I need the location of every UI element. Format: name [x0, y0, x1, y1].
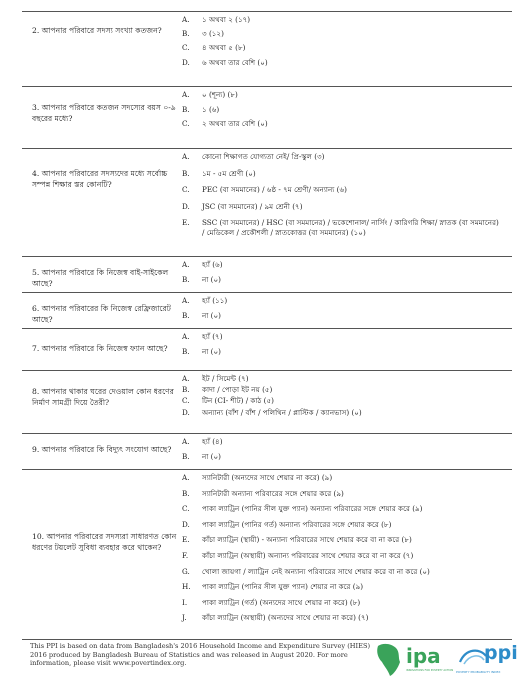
option-text: JSC (বা সমমানের) / ৯ম শ্রেনী (৭) — [202, 201, 303, 211]
option-letter: B. — [182, 310, 190, 320]
question-row — [22, 11, 512, 87]
option-letter: H. — [182, 582, 191, 592]
option-text: ৬ অথবা তার বেশি (০) — [202, 57, 268, 67]
option-letter: D. — [182, 407, 190, 417]
option-text: ৪ অথবা ৫ (৮) — [202, 43, 246, 53]
option-letter: E. — [182, 218, 190, 228]
option-letter: D. — [182, 519, 190, 529]
question-row — [22, 292, 512, 329]
option-letter: B. — [182, 168, 190, 178]
question-row — [22, 256, 512, 293]
option-text: স্যানিটারী অন্যান্য পরিবারের সঙ্গে শেয়ার করে (৯) — [202, 488, 344, 498]
option-letter: E. — [182, 535, 190, 545]
option-text: খোলা জায়গা / ল্যাট্রিন নেই অন্যান্য পরিবারের সাথে শেয়ার করে বা না করে (০) — [202, 566, 430, 576]
option-text: কোনো শিক্ষাগত যোগ্যতা নেই/ প্রি-স্কুল (৩) — [202, 152, 325, 161]
question-row — [22, 148, 512, 257]
option-text: ২ অথবা তার বেশি (০) — [202, 119, 268, 129]
option-letter: B. — [182, 385, 190, 395]
option-text: না (০) — [202, 451, 221, 461]
option-text: কাদা / পোড়া ইট নয় (৫) — [202, 385, 273, 395]
option-letter: D. — [182, 57, 190, 67]
option-letter: A. — [182, 260, 190, 269]
option-letter: B. — [182, 274, 190, 284]
option-letter: A. — [182, 332, 190, 341]
question-text: 10. আপনার পরিবারের সদস্যরা সাধারণত কোন ধরণের টয়লেট সুবিধা ব্যবহার করে থাকেন? — [32, 532, 177, 552]
question-text: 2. আপনার পরিবারে সদস্য সংখ্যা কতজন? — [32, 26, 162, 35]
option-letter: I. — [182, 597, 188, 607]
option-letter: C. — [182, 504, 190, 514]
option-text: হ্যাঁ (৭) — [202, 332, 223, 341]
option-text: পাকা ল্যাট্রিন (পানির গর্ত) অন্যান্য পরিবারের সঙ্গে শেয়ার করে (৮) — [202, 519, 392, 529]
option-text: পাকা ল্যাট্রিন (গর্ত) (অন্যদের সাথে শেয়ার না করে) (৮) — [202, 597, 361, 607]
option-text: না (০) — [202, 346, 221, 356]
option-text: SSC (বা সমমানের) / HSC (বা সমমানের) / ভকেশোনাল/ নার্সিং / কারিগরি শিক্ষা/ স্নাতক (বা সমমানের) / মেডিকেল / প্রকৌশলী / স্নাতকোত্তর (বা সমমানের) (১০) — [202, 218, 499, 238]
question-row — [22, 370, 512, 434]
option-text: কাঁচা ল্যাট্রিন (অস্থায়ী) অন্যান্য পরিবারের সাথে শেয়ার করে বা না করে (৭) — [202, 551, 414, 560]
option-text: অন্যান্য (বাঁশ / বাঁশ / পলিথিন / প্লাস্টিক / ক্যানভাস) (০) — [202, 407, 362, 417]
ipa-logo: ipa — [406, 644, 441, 668]
option-text: স্যানিটারী (অন্যদের সাথে শেয়ার না করে) (৯) — [202, 473, 333, 482]
option-letter: A. — [182, 296, 190, 305]
ipa-tagline: INNOVATIONS FOR POVERTY ACTION — [406, 669, 454, 672]
option-text: কাঁচা ল্যাট্রিন (অস্থায়ী) (অন্যদের সাথে শেয়ার না করে) (৭) — [202, 613, 369, 623]
question-text: 7. আপনার পরিবারে কি নিজেস্ব ফ্যান আছে? — [32, 344, 168, 353]
option-text: ১ (৬) — [202, 104, 220, 114]
option-letter: C. — [182, 396, 190, 406]
question-text: 5. আপনার পরিবারে কি নিজেস্ব বাই-সাইকেল আছে? — [32, 268, 169, 288]
option-letter: C. — [182, 119, 190, 129]
option-letter: A. — [182, 437, 190, 446]
option-letter: B. — [182, 104, 190, 114]
option-letter: G. — [182, 566, 190, 576]
option-letter: A. — [182, 374, 190, 383]
question-text: 8. আপনার থাকার ঘরের দেওয়াল কোন ধরণের নির্মাণ সামগ্রী দিয়ে তৈরী? — [32, 387, 174, 407]
option-letter: B. — [182, 346, 190, 356]
option-text: ০ (শূন্য) (৮) — [202, 90, 238, 99]
option-letter: A. — [182, 473, 190, 482]
question-row — [22, 469, 512, 640]
option-text: কাঁচা ল্যাট্রিন (স্থায়ী) - অন্যান্য পরিবারের সাথে শেয়ার করে বা না করে (৮) — [202, 535, 412, 545]
option-letter: A. — [182, 152, 190, 161]
option-text: পাকা ল্যাট্রিন (পানির সীল যুক্ত প্যান) শেয়ার না করে (৯) — [202, 582, 364, 592]
option-text: ১ অথবা ২ (১৭) — [202, 15, 251, 24]
option-text: ৩ (১২) — [202, 29, 224, 39]
logo-area — [372, 640, 522, 680]
option-letter: C. — [182, 185, 190, 195]
option-text: ১ম - ৫ম শ্রেণী (০) — [202, 168, 256, 178]
option-letter: B. — [182, 451, 190, 461]
option-text: হ্যাঁ (১১) — [202, 296, 228, 305]
option-text: টিন (CI- শীট) / কাঠ (৫) — [202, 396, 274, 406]
question-row — [22, 328, 512, 371]
option-text: হ্যাঁ (৪) — [202, 437, 223, 446]
option-letter: C. — [182, 43, 190, 53]
footer-note: This PPI is based on data from Bangladesh's 2016 Household Income and Expenditure Survey (HIES) 2016 produced by Bangladesh Bureau of Statistics and was released in August 2020. For more information, please visit www.povertindex.org. — [30, 642, 371, 668]
option-text: হ্যাঁ (৬) — [202, 260, 223, 269]
questionnaire-table — [22, 11, 512, 631]
option-letter: A. — [182, 90, 190, 99]
question-row — [22, 86, 512, 149]
option-text: ইট / সিমেন্ট (৭) — [202, 374, 249, 383]
option-letter: B. — [182, 488, 190, 498]
ppi-tagline: POVERTY PROBABILITY INDEX — [456, 670, 501, 674]
option-letter: J. — [182, 613, 187, 623]
option-text: না (০) — [202, 310, 221, 320]
option-letter: F. — [182, 551, 189, 560]
option-letter: D. — [182, 201, 190, 211]
question-text: 3. আপনার পরিবারে কতজন সদস্যের বয়স ০-৯ বছরের মধ্যে? — [32, 103, 176, 123]
option-text: পাকা ল্যাট্রিন (পানির সীল যুক্ত প্যান) অন্যান্য পরিবারের সঙ্গে শেয়ার করে (৯) — [202, 504, 423, 514]
option-text: না (০) — [202, 274, 221, 284]
question-text: 4. আপনার পরিবারের সদস্যদের মধ্যে সর্বোচ্চ সম্পন্ন শিক্ষার স্তর কোনটি? — [32, 169, 168, 189]
option-text: PEC (বা সমমানের) / ৬ষ্ঠ - ৭ম শ্রেণী/ অন্যান্য (৬) — [202, 185, 347, 195]
question-text: 9. আপনার পরিবারে কি বিদ্যুৎ সংযোগ আছে? — [32, 445, 172, 454]
ppi-logo: ppi — [484, 642, 518, 664]
question-row — [22, 433, 512, 470]
option-letter: A. — [182, 15, 190, 24]
question-text: 6. আপনার পরিবারের কি নিজেস্ব রেফ্রিজারেট আছে? — [32, 304, 171, 324]
option-letter: B. — [182, 29, 190, 39]
